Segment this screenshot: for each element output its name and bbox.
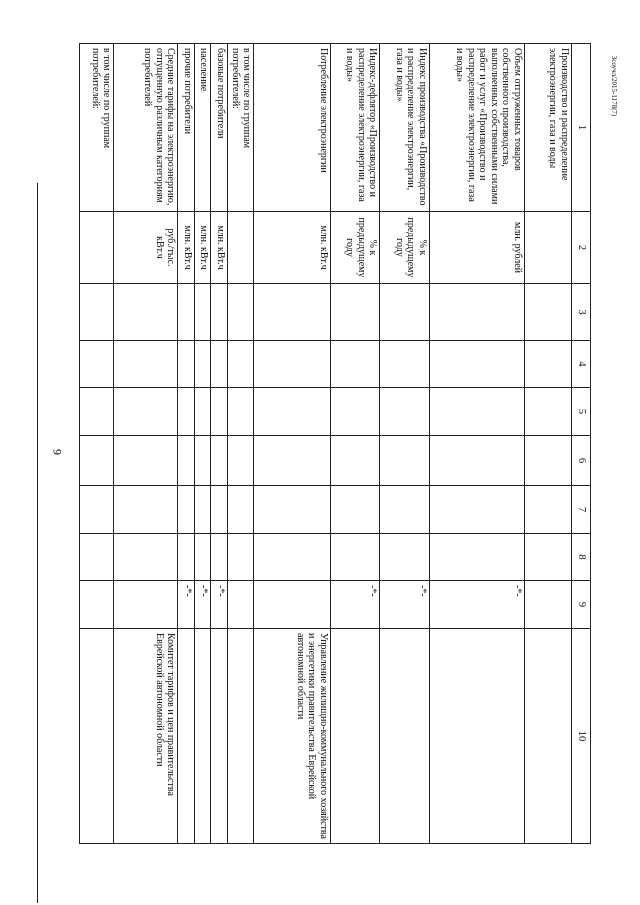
header-row	[572, 44, 591, 844]
value-cell: -*-	[194, 581, 211, 629]
value-cell	[80, 486, 114, 534]
table-row	[178, 44, 195, 844]
unit-cell: млн. кВт.ч	[194, 212, 211, 284]
value-cell	[254, 388, 330, 436]
value-cell	[194, 388, 211, 436]
value-cell	[227, 486, 254, 534]
value-cell	[178, 534, 195, 581]
unit-cell: млн. кВт.ч	[211, 212, 228, 284]
unit-cell: млн. рублей	[429, 212, 524, 284]
value-cell	[211, 486, 228, 534]
indicator-cell: Индекс-дефлятор «Производство и распределение электроэнергии, газа и воды»	[330, 44, 380, 212]
unit-cell: % к предыдущему году	[380, 212, 430, 284]
value-cell	[211, 436, 228, 486]
value-cell	[254, 436, 330, 486]
value-cell	[380, 534, 430, 581]
value-cell	[254, 486, 330, 534]
value-cell	[80, 581, 114, 629]
col-header-7: 7	[572, 486, 591, 534]
value-cell	[524, 284, 571, 341]
responsible-cell	[194, 629, 211, 844]
value-cell	[178, 388, 195, 436]
responsible-cell	[330, 629, 380, 844]
value-cell	[429, 388, 524, 436]
value-cell	[178, 486, 195, 534]
indicator-cell: в том числе по группам потребителей:	[227, 44, 254, 212]
indicator-cell: Производство и распределение электроэнергии, газа и воды	[524, 44, 571, 212]
indicator-cell: базовые потребители	[211, 44, 228, 212]
value-cell	[114, 534, 178, 581]
value-cell	[80, 534, 114, 581]
col-header-6: 6	[572, 436, 591, 486]
value-cell	[524, 436, 571, 486]
value-cell	[194, 486, 211, 534]
value-cell	[227, 388, 254, 436]
col-header-8: 8	[572, 534, 591, 581]
table-row	[380, 44, 430, 844]
table-row	[227, 44, 254, 844]
value-cell	[429, 284, 524, 341]
value-cell	[330, 534, 380, 581]
value-cell	[254, 581, 330, 629]
col-header-3: 3	[572, 284, 591, 341]
value-cell	[114, 486, 178, 534]
value-cell	[254, 284, 330, 341]
responsible-cell	[380, 629, 430, 844]
responsible-cell	[524, 629, 571, 844]
unit-cell: млн. кВт.ч	[178, 212, 195, 284]
value-cell	[80, 284, 114, 341]
value-cell	[227, 581, 254, 629]
value-cell	[330, 284, 380, 341]
value-cell	[380, 284, 430, 341]
value-cell	[114, 284, 178, 341]
unit-cell: млн. кВт.ч	[254, 212, 330, 284]
value-cell	[254, 341, 330, 388]
col-header-10: 10	[572, 629, 591, 844]
table-row	[524, 44, 571, 844]
value-cell	[330, 486, 380, 534]
indicators-table	[79, 43, 591, 844]
value-cell	[114, 341, 178, 388]
value-cell	[211, 534, 228, 581]
value-cell: -*-	[178, 581, 195, 629]
responsible-cell	[429, 629, 524, 844]
value-cell	[227, 534, 254, 581]
responsible-cell: Управление жилищно-коммунального хозяйства и энергетики правительства Еврейской автономной области	[254, 629, 330, 844]
responsible-cell	[178, 629, 195, 844]
table-row	[194, 44, 211, 844]
indicator-cell: Объем отгруженных товаров собственного производства, выполненных собственными силами работ и услуг «Производство и распределение электроэнергии, газа и воды»	[429, 44, 524, 212]
indicator-cell: Потребление электроэнергии	[254, 44, 330, 212]
value-cell	[178, 284, 195, 341]
value-cell	[380, 486, 430, 534]
value-cell	[254, 534, 330, 581]
margin-rule	[37, 183, 38, 903]
indicator-cell: население	[194, 44, 211, 212]
table-row	[254, 44, 330, 844]
table-row	[429, 44, 524, 844]
table-row	[211, 44, 228, 844]
value-cell	[330, 341, 380, 388]
value-cell: -*-	[330, 581, 380, 629]
value-cell	[227, 284, 254, 341]
value-cell	[524, 581, 571, 629]
value-cell	[178, 341, 195, 388]
value-cell	[524, 388, 571, 436]
col-header-5: 5	[572, 388, 591, 436]
responsible-cell: Комитет тарифов и цен правительства Еврейской автономной области	[114, 629, 178, 844]
value-cell	[80, 436, 114, 486]
value-cell	[211, 341, 228, 388]
indicator-cell: Индекс производства «Производство и распределение электроэнергии, газа и воды»	[380, 44, 430, 212]
page-number: 9	[50, 449, 65, 455]
indicator-cell: прочие потребители	[178, 44, 195, 212]
value-cell	[194, 341, 211, 388]
unit-cell: % к предыдущему году	[330, 212, 380, 284]
value-cell: -*-	[211, 581, 228, 629]
col-header-1: 1	[572, 44, 591, 212]
table-row	[80, 44, 114, 844]
value-cell	[194, 436, 211, 486]
document-code: Зсоучл/2015-1178(7)	[610, 55, 618, 117]
value-cell	[178, 436, 195, 486]
value-cell	[429, 534, 524, 581]
value-cell	[114, 581, 178, 629]
indicator-cell: в том числе по группам потребителей:	[80, 44, 114, 212]
unit-cell	[80, 212, 114, 284]
indicator-cell: Средние тарифы на электроэнергию, отпущенную различным категориям потребителей	[114, 44, 178, 212]
value-cell	[330, 436, 380, 486]
table-row	[114, 44, 178, 844]
unit-cell	[227, 212, 254, 284]
value-cell	[114, 436, 178, 486]
rotated-table-wrapper	[79, 43, 591, 843]
value-cell	[227, 436, 254, 486]
col-header-9: 9	[572, 581, 591, 629]
unit-cell	[524, 212, 571, 284]
value-cell	[429, 436, 524, 486]
value-cell	[211, 388, 228, 436]
value-cell	[380, 436, 430, 486]
value-cell	[524, 486, 571, 534]
value-cell	[114, 388, 178, 436]
col-header-2: 2	[572, 212, 591, 284]
responsible-cell	[227, 629, 254, 844]
value-cell	[211, 284, 228, 341]
value-cell	[227, 341, 254, 388]
value-cell	[194, 534, 211, 581]
value-cell	[80, 341, 114, 388]
responsible-cell	[80, 629, 114, 844]
value-cell	[330, 388, 380, 436]
value-cell: -*-	[429, 581, 524, 629]
value-cell	[194, 284, 211, 341]
responsible-cell	[211, 629, 228, 844]
value-cell	[429, 486, 524, 534]
value-cell	[380, 341, 430, 388]
col-header-4: 4	[572, 341, 591, 388]
value-cell	[429, 341, 524, 388]
unit-cell: руб./тыс. кВт.ч	[114, 212, 178, 284]
table-row	[330, 44, 380, 844]
value-cell	[524, 341, 571, 388]
value-cell: -*-	[380, 581, 430, 629]
value-cell	[80, 388, 114, 436]
value-cell	[380, 388, 430, 436]
value-cell	[524, 534, 571, 581]
